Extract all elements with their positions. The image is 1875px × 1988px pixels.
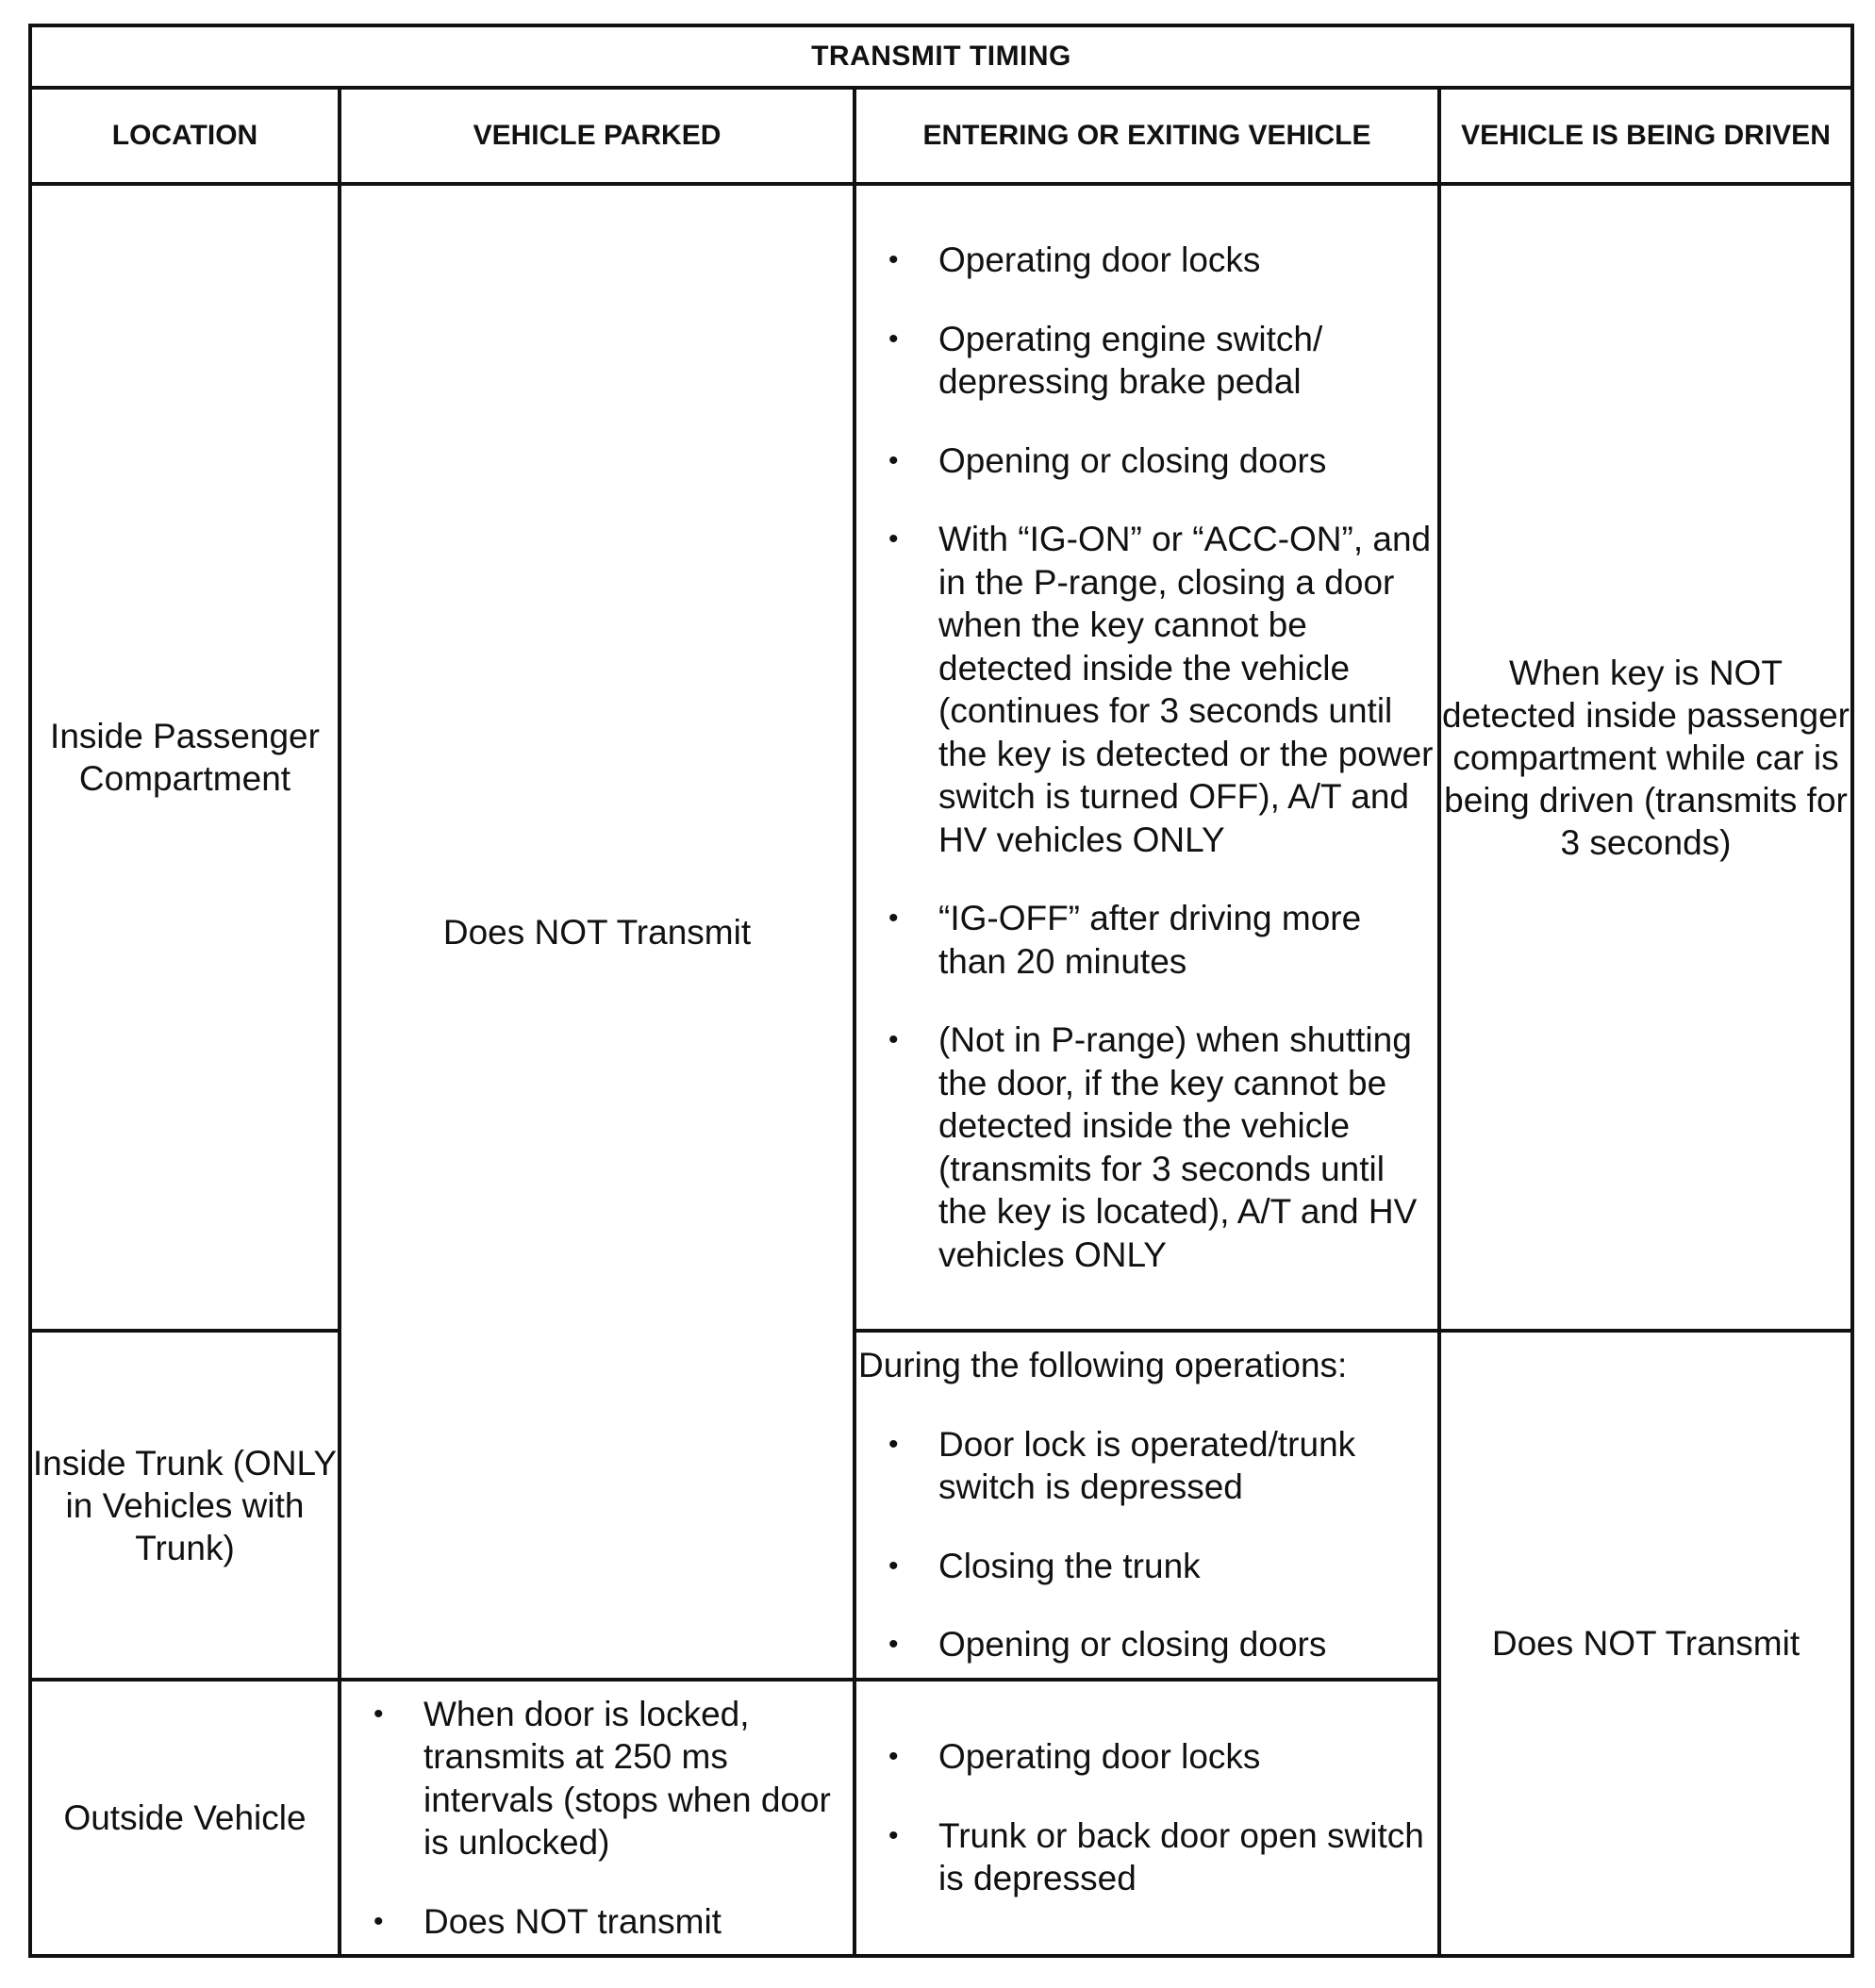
outside-entering-bullet-list	[856, 1735, 1437, 1900]
list-item	[856, 1019, 1437, 1276]
list-item-text: Operating door locks	[938, 1737, 1261, 1777]
entering-trunk-list	[855, 1331, 1439, 1680]
bullet-icon: •	[888, 523, 899, 555]
bullet-icon: •	[888, 1549, 899, 1582]
header-being-driven: VEHICLE IS BEING DRIVEN	[1439, 88, 1852, 184]
header-vehicle-parked: VEHICLE PARKED	[340, 88, 855, 184]
list-item-text: Operating door locks	[938, 240, 1261, 279]
list-item	[856, 239, 1437, 282]
bullet-icon: •	[888, 1428, 899, 1460]
parked-outside-list	[340, 1680, 855, 1956]
list-item-text: Opening or closing doors	[938, 440, 1327, 480]
entering-passenger-list	[855, 184, 1439, 1331]
list-item-text: Opening or closing doors	[938, 1625, 1327, 1665]
location-outside-vehicle: Outside Vehicle	[30, 1680, 340, 1956]
passenger-bullet-list	[856, 239, 1437, 1276]
trunk-bullet-list	[856, 1423, 1437, 1666]
list-item	[856, 1623, 1437, 1666]
header-entering-exiting: ENTERING OR EXITING VEHICLE	[855, 88, 1439, 184]
bullet-icon: •	[888, 444, 899, 476]
driven-does-not-transmit: Does NOT Transmit	[1439, 1331, 1852, 1956]
location-passenger-compartment: Inside Passenger Compartment	[30, 184, 340, 1331]
location-inside-trunk: Inside Trunk (ONLY in Vehicles with Trunk)	[30, 1331, 340, 1680]
list-item	[856, 897, 1437, 983]
transmit-timing-table	[28, 24, 1854, 1958]
bullet-icon: •	[888, 244, 899, 275]
list-item	[856, 1814, 1437, 1900]
list-item-text: (Not in P-range) when shutting the door, if the key cannot be detected inside the vehicle (transmits for 3 seconds until the key is located), A/T and HV vehicles ONLY	[938, 1020, 1418, 1274]
trunk-intro-text: During the following operations:	[858, 1346, 1348, 1385]
entering-outside-list	[855, 1680, 1439, 1956]
bullet-icon: •	[888, 1741, 899, 1773]
list-item-text: When door is locked, transmits at 250 ms intervals (stops when door is unlocked)	[423, 1694, 831, 1863]
outside-parked-bullet-list	[341, 1693, 853, 1944]
bullet-icon: •	[373, 1905, 384, 1937]
list-item	[856, 1423, 1437, 1509]
row-inside-trunk	[30, 1331, 1852, 1680]
header-row	[30, 88, 1852, 184]
bullet-icon: •	[373, 1698, 384, 1730]
list-item-text: Door lock is operated/trunk switch is depressed	[938, 1424, 1356, 1507]
list-item	[856, 1735, 1437, 1779]
list-item-text: “IG-OFF” after driving more than 20 minutes	[938, 899, 1362, 981]
list-item	[856, 318, 1437, 404]
list-item	[856, 439, 1437, 483]
bullet-icon: •	[888, 1819, 899, 1851]
list-item-text: Operating engine switch/ depressing brake pedal	[938, 319, 1323, 401]
driven-passenger: When key is NOT detected inside passenger compartment while car is being driven (transmits for 3 seconds)	[1439, 184, 1852, 1331]
list-item	[341, 1693, 853, 1864]
list-item	[856, 518, 1437, 861]
parked-does-not-transmit: Does NOT Transmit	[340, 184, 855, 1680]
table-title: TRANSMIT TIMING	[30, 25, 1852, 88]
list-item-text: Trunk or back door open switch is depressed	[938, 1815, 1424, 1898]
row-passenger-compartment	[30, 184, 1852, 1331]
list-item-text: Does NOT transmit	[423, 1901, 722, 1941]
list-item-text: With “IG-ON” or “ACC-ON”, and in the P-range, closing a door when the key cannot be detected inside the vehicle (continues for 3 seconds until the key is detected or the power switch is turned OFF), A/T and HV vehicles ONLY	[938, 520, 1434, 859]
bullet-icon: •	[888, 903, 899, 934]
list-item-text: Closing the trunk	[938, 1546, 1201, 1585]
bullet-icon: •	[888, 323, 899, 355]
list-item	[341, 1900, 853, 1944]
bullet-icon: •	[888, 1024, 899, 1055]
bullet-icon: •	[888, 1629, 899, 1661]
header-location: LOCATION	[30, 88, 340, 184]
title-row	[30, 25, 1852, 88]
list-item	[856, 1545, 1437, 1588]
